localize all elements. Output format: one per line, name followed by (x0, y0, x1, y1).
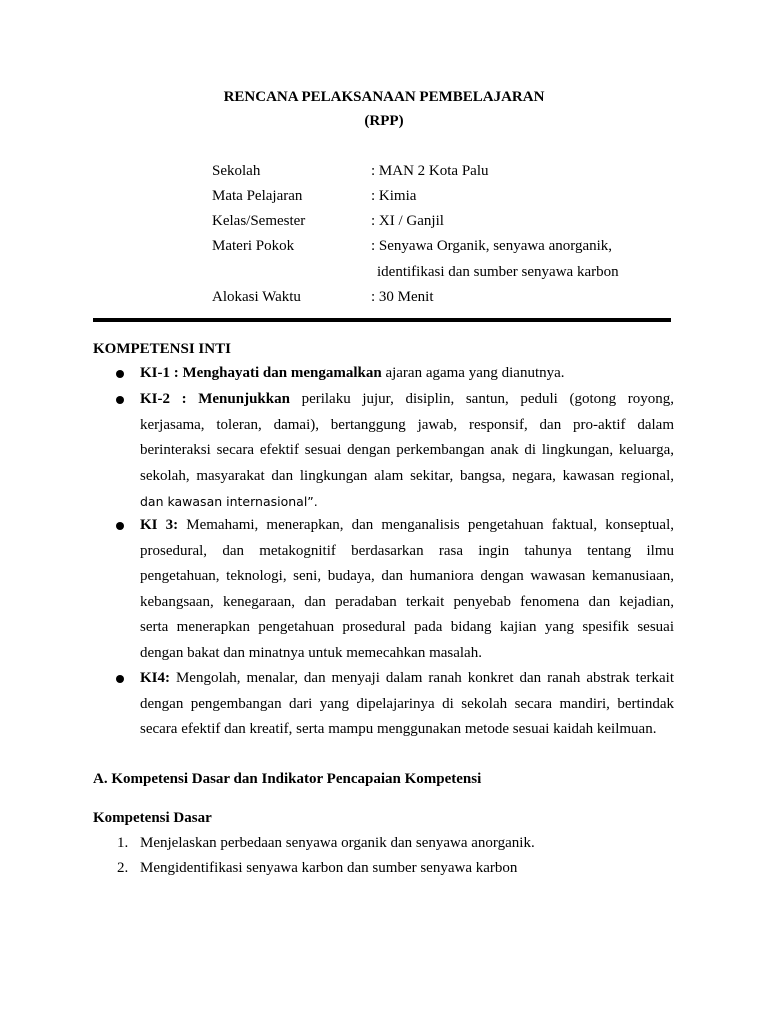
ki-text-line: prosedural, dan metakognitif berdasarkan rasa ingin tahunya tentang ilmu (140, 542, 674, 559)
identity-label: Kelas/Semester (212, 213, 306, 229)
header-divider (93, 318, 671, 322)
identity-row-mata-pelajaran (212, 187, 682, 207)
ki-label: KI-2 : Menunjukkan (140, 391, 290, 407)
ki-text-line: ajaran agama yang dianutnya. (381, 365, 565, 381)
identity-row-materi-pokok (212, 237, 682, 257)
identity-value: : XI / Ganjil (371, 213, 444, 229)
ki-1-item (140, 361, 674, 387)
ki-label: KI-1 : Menghayati dan mengamalkan (140, 365, 382, 381)
document-subtitle: (RPP) (364, 113, 404, 129)
ki-text-line: perilaku jujur, disiplin, santun, peduli (gotong royong, (289, 391, 674, 407)
identity-row-kelas-semester (212, 212, 682, 232)
section-a-heading: A. Kompetensi Dasar dan Indikator Pencapaian Kompetensi (93, 771, 482, 787)
ki-label: KI4: (140, 670, 170, 686)
list-item (117, 859, 517, 877)
ki-text-line: kebangsaan, kenegaraan, dan peradaban terkait penyebab fenomena dan kejadian, (140, 593, 674, 610)
identity-row-sekolah (212, 162, 682, 182)
bullet-icon (116, 396, 124, 404)
identity-value: : MAN 2 Kota Palu (371, 163, 489, 179)
bullet-icon (116, 522, 124, 530)
ki-text-line: secara efektif dan kreatif, serta mampu menggunakan metode sesuai kaidah keilmuan. (140, 721, 657, 738)
identity-value: : Senyawa Organik, senyawa anorganik, (371, 238, 613, 254)
ki-text-line: berinteraksi secara efektif sesuai dengan perkembangan anak di lingkungan, keluarga, (140, 442, 674, 459)
ki-text-line: sekolah, masyarakat dan lingkungan alam sekitar, bangsa, negara, kawasan regional, (140, 467, 674, 484)
document-title: RENCANA PELAKSANAAN PEMBELAJARAN (223, 89, 545, 105)
ki-text-line: serta menerapkan pengetahuan prosedural pada bidang kajian yang spesifik sesuai (140, 619, 674, 636)
ki-label: KI 3: (140, 517, 179, 533)
ki-text-line: kerjasama, toleran, damai), bertanggung jawab, responsif, dan pro-aktif dalam (140, 416, 674, 433)
identity-label: Materi Pokok (212, 238, 295, 254)
identity-label: Alokasi Waktu (212, 289, 301, 305)
ki-text-line: dan kawasan internasional”. (140, 494, 318, 510)
ki-3-item (140, 513, 674, 667)
bullet-icon (116, 675, 124, 683)
identity-value: : Kimia (371, 188, 417, 204)
identity-label: Mata Pelajaran (212, 188, 303, 204)
bullet-icon (116, 370, 124, 378)
identity-value-continuation: identifikasi dan sumber senyawa karbon (377, 264, 619, 280)
identity-row-alokasi-waktu (212, 288, 682, 308)
ki-text-line: Memahami, menerapkan, dan menganalisis pengetahuan faktual, konseptual, (178, 517, 674, 533)
ki-2-item (140, 387, 674, 515)
ki-4-item (140, 666, 674, 743)
identity-value: : 30 Menit (371, 289, 434, 305)
kompetensi-inti-heading: KOMPETENSI INTI (93, 341, 231, 357)
ki-text-line: pengetahuan, teknologi, seni, budaya, dan humaniora dengan wawasan kemanusiaan, (140, 568, 674, 585)
list-number: 1. (117, 835, 129, 851)
identity-label: Sekolah (212, 163, 261, 179)
list-text: Mengidentifikasi senyawa karbon dan sumber senyawa karbon (140, 860, 518, 876)
list-text: Menjelaskan perbedaan senyawa organik dan senyawa anorganik. (140, 835, 535, 851)
ki-text-line: Mengolah, menalar, dan menyaji dalam ranah konkret dan ranah abstrak terkait (170, 670, 674, 686)
list-number: 2. (117, 860, 129, 876)
list-item (117, 834, 535, 852)
ki-text-line: dengan pengembangan dari yang dipelajarinya di sekolah secara mandiri, bertindak (140, 695, 674, 712)
ki-text-line: dengan bakat dan minatnya untuk memecahkan masalah. (140, 644, 482, 661)
kompetensi-dasar-heading: Kompetensi Dasar (93, 810, 212, 826)
